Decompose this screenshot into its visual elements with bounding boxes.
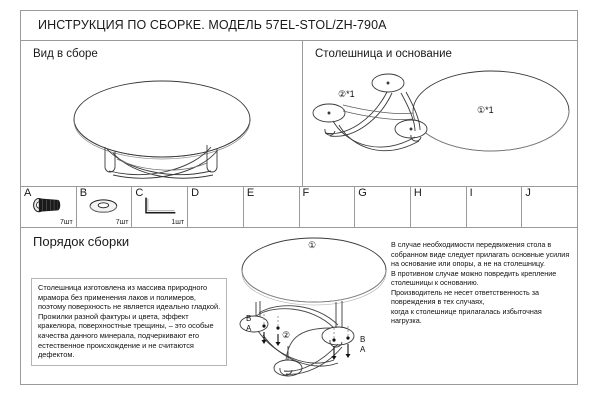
- material-note-paragraph-1: Столешница изготовлена из массива природного мрамора без применения лаков и полимеров, поэтому поверхность не является идеально гладкой.: [38, 283, 221, 312]
- part-cell-d[interactable]: [188, 187, 244, 227]
- part-letter-d: D: [191, 187, 200, 199]
- parts-table: [21, 186, 577, 228]
- part-qty-b: 7шт: [115, 219, 129, 226]
- part-qty-c: 1шт: [171, 219, 185, 226]
- material-note-box: [31, 278, 227, 366]
- diagram-callout-tabletop: ①: [308, 240, 317, 250]
- assembly-section: [21, 228, 577, 385]
- material-note-paragraph-2: Прожилки разной фактуры и цвета, эффект кракелюра, поверхностные трещины, – это особые качества данного минерала, подчеркивают его естественное происхождение и не считаются дефектом.: [38, 311, 214, 360]
- part-cell-e[interactable]: [244, 187, 300, 227]
- part-cell-j[interactable]: [522, 187, 577, 227]
- diagram-tag-right-a: A: [360, 345, 366, 354]
- panel-assembled-view: [21, 41, 303, 186]
- part-letter-g: G: [358, 187, 367, 199]
- part-letter-f: F: [302, 187, 310, 199]
- tabletop-part-label: ①*1: [477, 105, 494, 115]
- assembly-section-title: Порядок сборки: [33, 234, 130, 249]
- part-letter-i: I: [469, 187, 473, 199]
- panel-parts-overview: [303, 41, 579, 186]
- assembled-table-figure: [21, 41, 303, 186]
- assembly-table-figure: [226, 228, 396, 385]
- panel-parts-overview-title: Столешница и основание: [315, 48, 452, 60]
- warning-note-paragraph-3: Производитель не несет ответственность за повреждения в тех случаях,: [391, 287, 540, 306]
- part-letter-b: B: [79, 187, 88, 199]
- page-title: ИНСТРУКЦИЯ ПО СБОРКЕ. МОДЕЛЬ 57EL-STOL/ZH-790A: [38, 18, 387, 32]
- base-part-label: ②*1: [338, 89, 355, 99]
- part-letter-h: H: [413, 187, 422, 199]
- part-cell-h[interactable]: [411, 187, 467, 227]
- part-cell-b[interactable]: [77, 187, 133, 227]
- diagram-tag-left-b: B: [246, 314, 252, 323]
- instruction-sheet: [20, 10, 578, 385]
- part-letter-c: C: [135, 187, 144, 199]
- part-cell-f[interactable]: [300, 187, 356, 227]
- tabletop-and-base-figure: [303, 41, 579, 186]
- warning-note-paragraph-4: когда к столешнице прилагалась избыточная нагрузка.: [391, 306, 542, 325]
- warning-note-paragraph-2: В противном случае можно повредить крепление столешницы к основанию.: [391, 268, 557, 287]
- assembly-diagram: [226, 228, 396, 385]
- part-cell-g[interactable]: [355, 187, 411, 227]
- title-bar: [21, 11, 577, 41]
- part-qty-a: 7шт: [59, 219, 73, 226]
- part-letter-j: J: [525, 187, 531, 199]
- part-cell-a[interactable]: [21, 187, 77, 227]
- part-letter-e: E: [246, 187, 255, 199]
- part-letter-a: A: [24, 187, 32, 199]
- diagram-tag-left-a: A: [246, 324, 252, 333]
- part-cell-i[interactable]: [467, 187, 523, 227]
- diagram-tag-right-b: B: [360, 335, 366, 344]
- top-panels: [21, 41, 577, 186]
- panel-assembled-view-title: Вид в сборе: [33, 48, 98, 60]
- warning-note: [391, 240, 571, 326]
- warning-note-paragraph-1: В случае необходимости передвижения стола в собранном виде следует прилагать основные усилия на основание или опоры, а не на столешницу.: [391, 240, 570, 268]
- part-cell-c[interactable]: [132, 187, 188, 227]
- diagram-callout-base: ②: [282, 330, 291, 340]
